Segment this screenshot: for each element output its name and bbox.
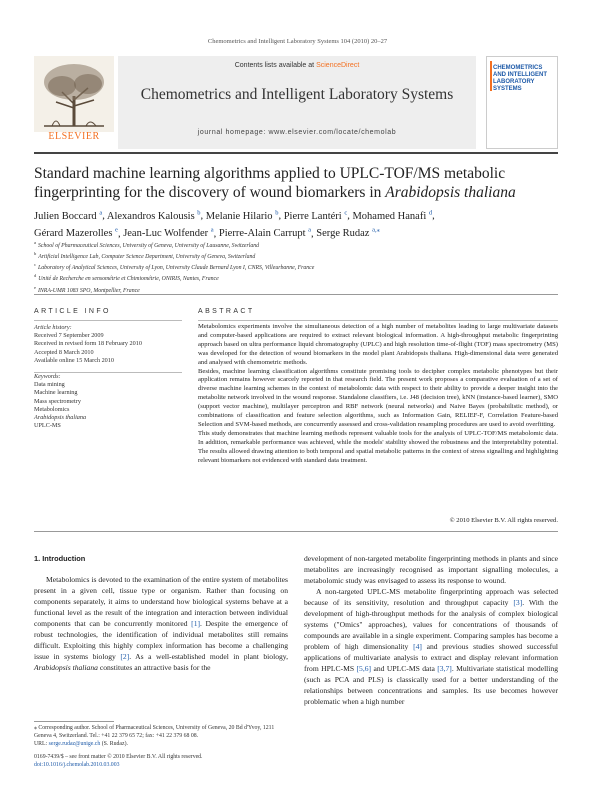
section-rule <box>34 294 558 295</box>
history-item: Received in revised form 18 February 2010 <box>34 340 142 348</box>
history-item: Received 7 September 2009 <box>34 332 104 340</box>
affiliations <box>34 239 558 295</box>
citation-link[interactable]: [5,6] <box>356 664 372 673</box>
keyword: UPLC-MS <box>34 422 61 430</box>
author[interactable]: Pierre-Alain Carrupt $^a$ <box>218 226 312 239</box>
author[interactable]: Jean-Luc Wolfender $^a$ <box>123 226 214 239</box>
issn-line: 0169-7439/$ – see front matter © 2010 Elsevier B.V. All rights reserved. <box>34 754 203 760</box>
abstract-body <box>198 323 558 466</box>
corresponding-author-text: ⁎ Corresponding author. School of Pharmaceutical Sciences, University of Geneva, 20 Bd d'Yvoy, 1211 Geneva 4, Switzerland. Tel.: +41 22 379 65 72; fax: +41 22 379 68 08. <box>34 725 275 739</box>
history-label: Article history: <box>34 324 72 331</box>
email-line: URL: serge.rudaz@unige.ch (S. Rudaz). <box>34 740 128 747</box>
author[interactable]: Mohamed Hanafi $^d$ <box>352 209 433 222</box>
abstract-paragraph: Metabolomics experiments involve the simultaneous detection of a high number of metabolites leading to large multivariate datasets and computer-based applications are required to extract relevant biological information. A high-throughput metabolic fingerprinting approach based on ultra performance liquid chromatography (UPLC) and high resolution time-of-flight (TOF) mass spectrometry (MS) was developed for the detection of wound biomarkers in the model plant Arabidopsis thaliana. High-dimensional data were generated and analysed with chemometric methods. <box>198 323 558 366</box>
sciencedirect-link[interactable]: ScienceDirect <box>316 62 360 69</box>
author[interactable]: Gérard Mazerolles $^e$ <box>34 226 118 239</box>
keyword: Mass spectrometry <box>34 397 81 405</box>
abstract-paragraph: Besides, machine learning classification algorithms constitute promising tools to decipher complex metabolic phenotypes but their application remains however scarcely reported in that research field. The present work proposes a comparative evaluation of a set of diverse machine learning schemes in the context of metabolomic data with respect to their ability to provide a deeper insight into the metabolite network involved in the wound response. Standalone classifiers, i.e. J48 (decision tree), kNN (instance-based learner), SMO (support vector machine), multilayer perceptron and RBF network (neural networks) and Naive Bayes (probabilistic method), or combinations of classification and feature selection algorithms, such as Information Gain, RELIEF-F, Correlation Feature-based Selection and SVM-based methods, are concurrently assessed and cross-validation resampling procedures are used to avoid overfitting. <box>198 367 558 428</box>
author[interactable]: Melanie Hilario $^b$ <box>205 209 279 222</box>
history-rule <box>34 372 182 373</box>
article-title-text: Standard machine learning algorithms applied to UPLC-TOF/MS metabolic fingerprinting for the discovery of wound biomarkers in <box>34 165 506 201</box>
citation-link[interactable]: [4] <box>413 642 422 651</box>
elsevier-tree-logo-icon <box>34 56 114 132</box>
corresponding-author-footnote <box>34 725 288 748</box>
abstract-copyright: © 2010 Elsevier B.V. All rights reserved. <box>449 517 558 524</box>
header-rule <box>34 152 558 154</box>
body-paragraph: A non-targeted UPLC-MS metabolite fingerprinting approach was selected because of its sensitivity, resolution and throughput capacity [3]. With the development of high-throughput methods for the analysis of complex biological systems ("Omics" approaches), values for concentrations of thousands of compounds are available in a single experiment. Comparing samples has become a problem of high dimensionality [4] and previous studies showed successful applications of multivariate analysis to extract and display relevant information from HPLC-MS [5,6] and UPLC-MS data [3,7]. Multivariate statistical modelling (such as PCA and PLS) is classically used for a better understanding of the relationships between concentrations and samples. Its use becomes however problematic when a high number <box>304 587 559 706</box>
citation-link[interactable]: [3,7] <box>437 664 452 673</box>
keyword: Metabolomics <box>34 405 70 413</box>
citation-link[interactable]: [3] <box>513 598 523 607</box>
journal-reference: Chemometrics and Intelligent Laboratory Systems 104 (2010) 20–27 <box>207 38 388 45</box>
affiliation: $^d$Unité de Recherche en sensométrie et Chimiométrie, ONIRIS, Nantes, France <box>34 273 219 283</box>
citation-link[interactable]: [1] <box>191 619 201 628</box>
keyword: Data mining <box>34 381 65 389</box>
affiliation: $^a$School of Pharmaceutical Sciences, University of Geneva, University of Lausanne, Switzerland <box>34 240 260 249</box>
doi-link[interactable]: doi:10.1016/j.chemolab.2010.03.003 <box>34 761 120 768</box>
email-link[interactable]: serge.rudaz@unige.ch <box>48 740 101 747</box>
body-left-column <box>34 553 288 673</box>
affiliation: $^b$Artificial Intelligence Lab, Computer Science Department, University of Geneva, Switzerland <box>34 251 256 261</box>
keyword: Arabidopsis thaliana <box>34 414 87 422</box>
article-title <box>34 164 558 202</box>
citation-link[interactable]: [2] <box>120 652 130 661</box>
body-paragraph: Metabolomics is devoted to the examination of the entire system of metabolites present in a given cell, tissue type or organism. Rather than focusing on components separately, it aims to understand how biological systems behave at a functional level as the result of the integration and interaction between individual components that can be concurrently monitored [1]. Despite the emergence of robust technologies, the identification of individual metabolites still remains difficult. Exploiting this highly complex information has become a challenging issue in systems biology [2]. As a well-established model in plant biology, Arabidopsis thaliana constitutes an attractive basis for the <box>34 575 288 672</box>
abstract-paragraph: This study demonstrates that machine learning methods represent valuable tools for the analysis of UPLC-TOF/MS metabolomic data. In addition, remarkable performance was achieved, while the models' stability showed the robustness and the interpretability potential. The results allowed drawing attention to both temporal and spatial metabolic patterns in the context of stress signalling and highlighting relevant biomarkers not evidenced with standard data treatment. <box>198 429 558 464</box>
journal-homepage <box>118 129 476 136</box>
author[interactable]: Julien Boccard $^a$ <box>34 209 103 222</box>
author[interactable]: Pierre Lantéri $^c$ <box>283 209 348 222</box>
cover-stripe <box>490 61 492 91</box>
keywords-label: Keywords: <box>34 373 61 381</box>
body-rule <box>34 531 558 532</box>
author[interactable]: Alexandros Kalousis $^b$ <box>106 209 201 222</box>
article-info-heading: ARTICLE INFO <box>34 308 111 315</box>
journal-cover-thumbnail[interactable] <box>486 56 558 149</box>
history-item: Available online 15 March 2010 <box>34 356 114 364</box>
body-right-column <box>304 553 558 707</box>
article-info <box>34 324 182 430</box>
affiliation: $^c$Laboratory of Analytical Sciences, University of Lyon, University Claude Bernard Lyon I, CNRS, Villeurbanne, France <box>34 262 315 272</box>
footnote-rule <box>34 721 114 722</box>
publisher-name: ELSEVIER <box>48 131 100 142</box>
cover-title: CHEMOMETRICS AND INTELLIGENT LABORATORY SYSTEMS <box>493 65 547 92</box>
keyword: Machine learning <box>34 389 78 397</box>
contents-line <box>118 62 476 69</box>
journal-title: Chemometrics and Intelligent Laboratory Systems <box>140 86 454 103</box>
author-list: Julien Boccard $^a$, Alexandros Kalousis $^b$, Melanie Hilario $^b$, Pierre Lantéri $^c$, Mohamed Hanafi $^d$, Gérard Mazerolles $^e$, Jean-Luc Wolfender $^a$, Pierre-Alain Carrupt $^a$, Serge Rudaz $^{a,⁎}$ <box>34 209 435 239</box>
history-item: Accepted 8 March 2010 <box>34 348 94 356</box>
contents-prefix: Contents lists available at <box>234 62 315 69</box>
author[interactable]: Serge Rudaz $^{a,⁎}$ <box>316 226 380 239</box>
article-info-rule <box>34 320 182 321</box>
front-matter-note <box>34 754 288 770</box>
abstract-heading: ABSTRACT <box>198 308 255 315</box>
homepage-prefix: journal homepage: <box>197 129 266 136</box>
homepage-url[interactable]: www.elsevier.com/locate/chemolab <box>268 129 397 136</box>
abstract-rule <box>198 320 558 321</box>
article-title-species: Arabidopsis thaliana <box>385 184 516 201</box>
section-heading-introduction: 1. Introduction <box>34 554 86 563</box>
affiliation: $^e$INRA-UMR 1083 SPO, Montpellier, France <box>34 284 140 294</box>
body-paragraph: development of non-targeted metabolite fingerprinting methods in plants and since metabolites are increasingly recognised as important signalling molecules, a metabolomic study was envisaged to assess its response to wound. <box>304 554 558 585</box>
